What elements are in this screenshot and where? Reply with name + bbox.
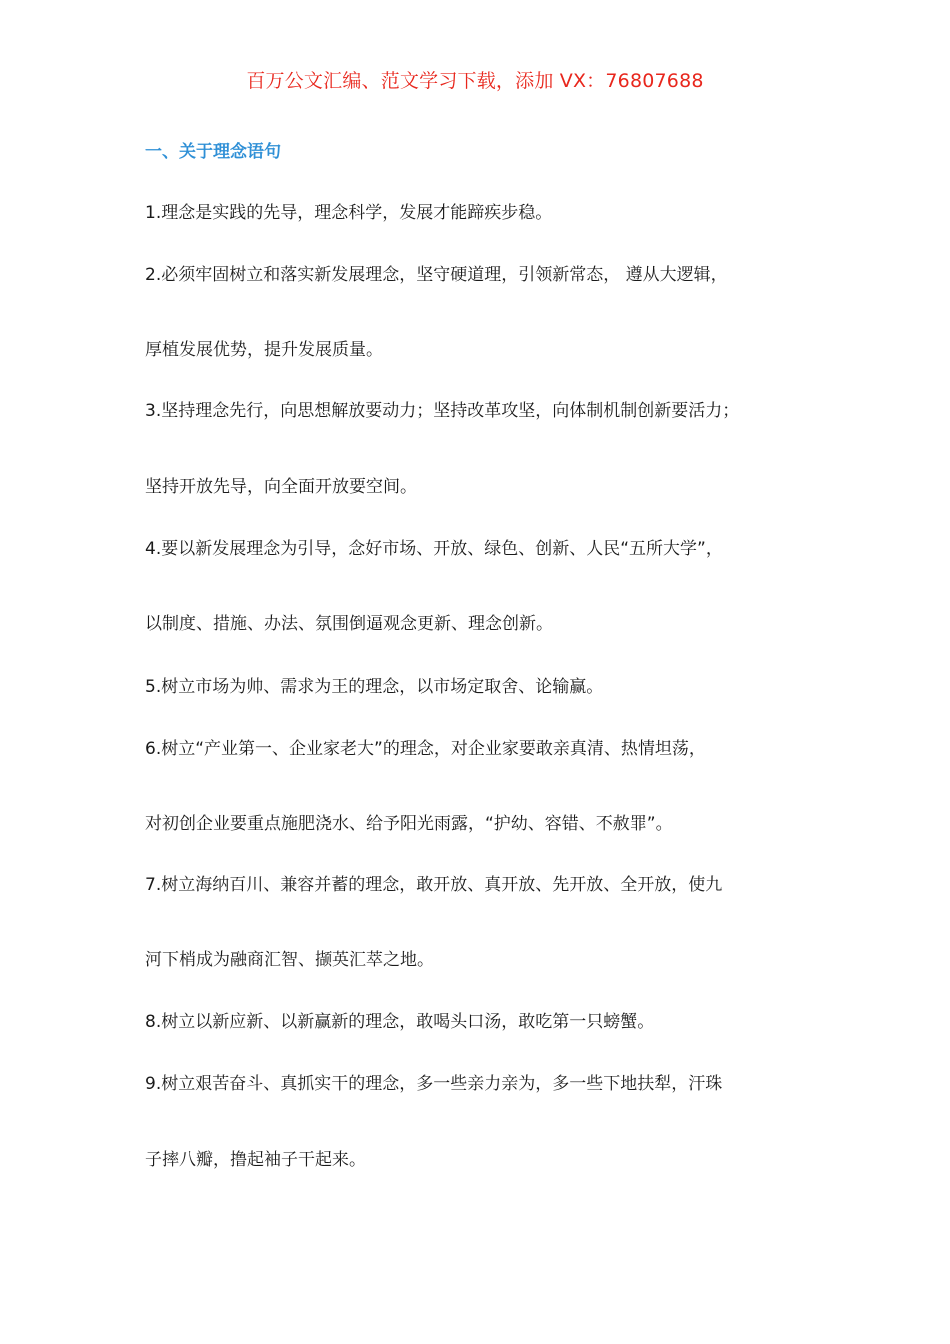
item-2-line-2: 厚植发展优势，提升发展质量。 [145, 340, 383, 360]
item-6-line-2: 对初创企业要重点施肥浇水、给予阳光雨露，“护幼、容错、不赦罪”。 [145, 814, 673, 834]
item-3-line-2: 坚持开放先导，向全面开放要空间。 [145, 477, 417, 497]
item-7-line-2: 河下梢成为融商汇智、撷英汇萃之地。 [145, 950, 434, 970]
item-2-line-1: 2.必须牢固树立和落实新发展理念，坚守硬道理，引领新常态， 遵从大逻辑， [145, 265, 728, 285]
item-1-line-1: 1.理念是实践的先导，理念科学，发展才能蹄疾步稳。 [145, 203, 553, 223]
item-4-line-2: 以制度、措施、办法、氛围倒逼观念更新、理念创新。 [145, 614, 553, 634]
item-4-line-1: 4.要以新发展理念为引导，念好市场、开放、绿色、创新、人民“五所大学”， [145, 539, 723, 559]
item-8-line-1: 8.树立以新应新、以新赢新的理念，敢喝头口汤，敢吃第一只螃蟹。 [145, 1012, 655, 1032]
item-9-line-2: 子摔八瓣，撸起袖子干起来。 [145, 1150, 366, 1170]
item-6-line-1: 6.树立“产业第一、企业家老大”的理念，对企业家要敢亲真清、热情坦荡， [145, 739, 706, 759]
item-5-line-1: 5.树立市场为帅、需求为王的理念，以市场定取舍、论输赢。 [145, 677, 604, 697]
section-heading: 一、关于理念语句 [145, 142, 281, 162]
item-3-line-1: 3.坚持理念先行，向思想解放要动力；坚持改革攻坚，向体制机制创新要活力； [145, 401, 740, 421]
item-7-line-1: 7.树立海纳百川、兼容并蓄的理念，敢开放、真开放、先开放、全开放，使九 [145, 875, 723, 895]
item-9-line-1: 9.树立艰苦奋斗、真抓实干的理念，多一些亲力亲为，多一些下地扶犁，汗珠 [145, 1074, 723, 1094]
promo-banner: 百万公文汇编、范文学习下载，添加 VX：76807688 [246, 70, 704, 92]
